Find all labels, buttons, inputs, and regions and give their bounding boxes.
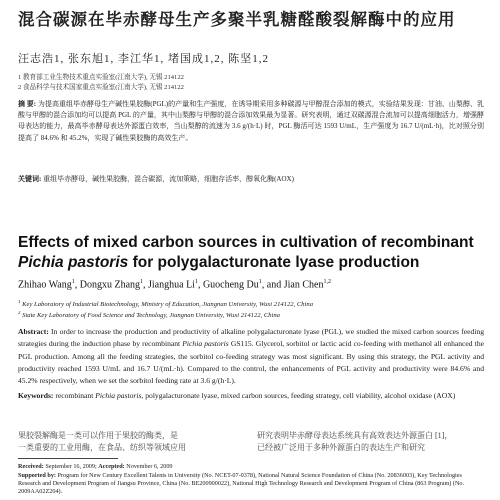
accepted-date: November 6, 2009 xyxy=(126,463,173,470)
chinese-abstract-label: 摘 要: xyxy=(18,100,37,108)
chinese-affiliation-1: 1 教育部工业生物技术重点实验室(江南大学), 无锡 214122 xyxy=(18,74,184,81)
english-authors: Zhihao Wang$^1$, Dongxu Zhang$^1$, Jianghua Li$^1$, Guocheng Du$^1$, and Jian Chen$^{1,2}$ xyxy=(18,279,331,291)
affiliation-number: 2 xyxy=(18,311,21,316)
footnote-dates xyxy=(18,463,484,471)
body-line: 已经被广泛用于多种外源蛋白的表达生产和研究 xyxy=(257,443,425,452)
english-keywords xyxy=(18,390,484,402)
supported-label: Supported by: xyxy=(18,472,56,479)
author-conjunction: and xyxy=(266,279,282,291)
chinese-keywords xyxy=(18,174,484,184)
author-name: Jian Chen xyxy=(283,279,324,291)
english-title xyxy=(18,233,484,273)
english-abstract-text: GS115. Glycerol, sorbitol or lactic acid co-feeding with methanol all enhanced the PGL production. Among all the feeding strategies, the sorbitol co-feeding strategy was most significant. By using this strategy, the PGL activity and productivity reached 1593 U/mL and 16.7 U/(mL·h). Compared to the control, the enhancements of PGL activity and productivity were 84.6% and 45.2% respectively, when we set the sorbitol feeding rate at 3.6 g/(h·L). xyxy=(18,339,484,386)
body-text-columns xyxy=(18,430,484,456)
author-name: Dongxu Zhang xyxy=(79,279,141,291)
english-affiliation-1 xyxy=(18,300,484,308)
english-title-part-2: for polygalacturonate lyase production xyxy=(132,254,420,271)
accepted-label: Accepted: xyxy=(98,463,125,470)
chinese-title: 混合碳源在毕赤酵母生产多聚半乳糖醛酸裂解酶中的应用 xyxy=(18,10,456,29)
chinese-abstract xyxy=(18,99,484,144)
english-title-organism: Pichia pastoris xyxy=(18,254,129,271)
chinese-keywords-label: 关键词: xyxy=(18,175,42,183)
english-keywords-label: Keywords: xyxy=(18,391,54,400)
english-abstract-label: Abstract: xyxy=(18,327,49,336)
author-affiliation-mark: 1 xyxy=(71,279,75,285)
chinese-keywords-text: 重组毕赤酵母，碱性果胶酶，混合碳源，流加策略，细胞存活率，醇氧化酶(AOX) xyxy=(43,175,294,183)
body-column-left xyxy=(18,430,245,456)
author-affiliation-mark: 1,2 xyxy=(323,279,331,285)
author-affiliation-mark: 1 xyxy=(140,279,144,285)
english-keywords-text: , polygalacturonate lyase, mixed carbon sources, feeding strategy, cell viability, alcohol oxidase (AOX) xyxy=(141,391,456,400)
author-name: Jianghua Li xyxy=(148,279,195,291)
footnote-funding xyxy=(18,472,484,496)
received-label: Received: xyxy=(18,463,44,470)
affiliation-number: 1 xyxy=(18,300,21,305)
affiliation-text: State Key Laboratory of Food Science and Technology, Jiangnan University, Wuxi 214122, China xyxy=(22,312,280,320)
body-line: 一类重要的工业用酶，在食品、纺织等领域应用 xyxy=(18,443,186,452)
english-keywords-text: recombinant xyxy=(55,391,94,400)
author-name: Guocheng Du xyxy=(202,279,259,291)
english-abstract xyxy=(18,326,484,387)
english-title-part-1: Effects of mixed carbon sources in cultivation of recombinant xyxy=(18,234,474,251)
english-affiliation-2 xyxy=(18,311,484,319)
chinese-abstract-text: 为提高重组毕赤酵母生产碱性果胶酶(PGL)的产量和生产强度，在诱导期采用多种碳源与甲醇混合添加的模式，实验结果发现：甘油、山梨醇、乳酸与甲醇的混合添加均可以提高 PGL 的产量，其中山梨醇与甲醇的混合添加效果最为显著。研究表明，通过双碳源混合流加可以提高细胞活力，增强酵母表达的能力，最高毕赤酵母表达外源蛋白效率，当山梨醇的流速为 3.6 g/(h·L) 时，PGL 酶活可达 1593 U/mL，生产强度为 16.7 U/(mL·h)，比对照分别提高了 84.6% 和 45.2%，实现了碱性果胶酶的高效生产。 xyxy=(18,100,484,142)
english-abstract-organism: Pichia pastoris xyxy=(182,339,229,349)
english-abstract-text: In order to increase the production and productivity of alkaline polygalacturonate lyase (PGL), we studied the mixed carbon sources feeding strategies during the induction phase by recombinant xyxy=(18,327,484,349)
affiliation-text: Key Laboratory of Industrial Biotechnology, Ministry of Education, Jiangnan University, Wuxi 214122, China xyxy=(22,301,313,309)
english-keywords-organism: Pichia pastoris xyxy=(95,391,142,400)
body-line: 果胶裂解酶是一类可以作用于果胶的酶类，是 xyxy=(18,431,178,440)
body-column-right xyxy=(257,430,484,456)
chinese-authors: 汪志浩1, 张东旭1, 李江华1, 堵国成1,2, 陈坚1,2 xyxy=(18,53,269,65)
body-line: 研究表明毕赤酵母表达系统具有高效表达外源蛋白 [1]， xyxy=(257,431,453,440)
footnote-divider xyxy=(18,458,118,459)
received-date: September 16, 2009; xyxy=(45,463,97,470)
author-affiliation-mark: 1 xyxy=(194,279,198,285)
supported-text: Program for New Century Excellent Talents in University (No. NCET-07-0378), National Natural Science Foundation of China (No. 20836003), Key Technologies Research and Development Program of Jiangsu Province, China (No. BE200900022), National High Technology Research and Development Program of China (863 Program) (No. 2009AA02Z204). xyxy=(18,472,465,495)
author-name: Zhihao Wang xyxy=(18,279,72,291)
author-affiliation-mark: 1 xyxy=(258,279,262,285)
chinese-affiliation-2: 2 食品科学与技术国家重点实验室(江南大学), 无锡 214122 xyxy=(18,84,184,91)
